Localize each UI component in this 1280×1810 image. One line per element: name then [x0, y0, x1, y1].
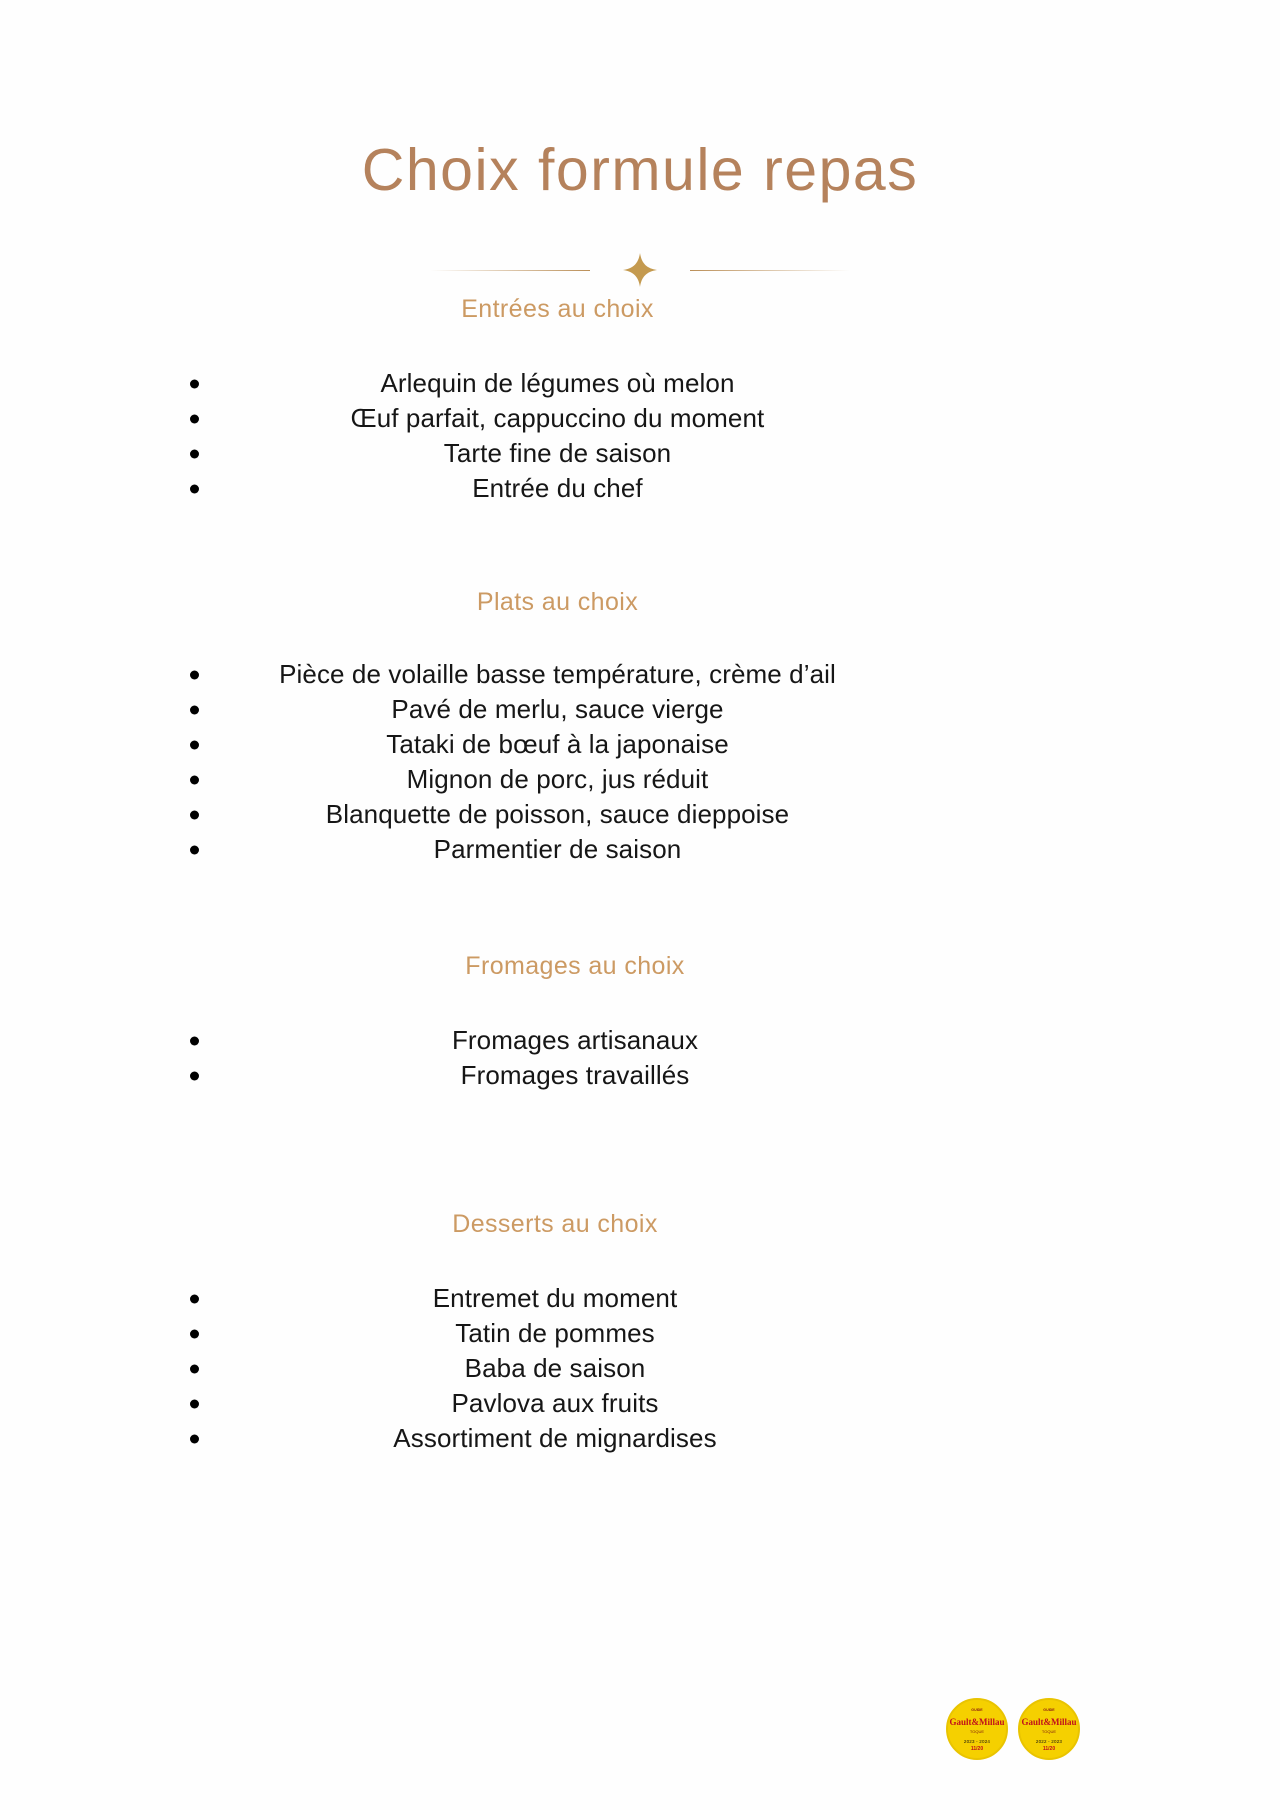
badge-score: 11/20 [970, 1746, 984, 1752]
list-item [0, 762, 1115, 797]
list-item-label: Pièce de volaille basse température, crème d’ail [279, 659, 836, 689]
list-item-label: Entremet du moment [432, 1283, 678, 1313]
bullet-icon [190, 414, 199, 423]
four-point-star-icon [623, 253, 657, 287]
list-item-label: Baba de saison [464, 1353, 646, 1383]
badge-subtitle: TOQUE [969, 1729, 985, 1734]
badge-year: 2022 - 2023 [1035, 1739, 1063, 1744]
badge-year: 2023 - 2024 [963, 1739, 991, 1744]
gault-millau-badge [946, 1698, 1008, 1760]
list-item [0, 1058, 1150, 1093]
bullet-icon [190, 379, 199, 388]
list-item [0, 692, 1115, 727]
bullet-icon [190, 845, 199, 854]
list-item [0, 436, 1115, 471]
bullet-icon [190, 1329, 199, 1338]
bullet-icon [190, 740, 199, 749]
list-item [0, 1351, 1110, 1386]
list-item-label: Tatin de pommes [455, 1318, 655, 1348]
list-item-label: Assortiment de mignardises [393, 1423, 717, 1453]
list-item-label: Pavé de merlu, sauce vierge [391, 694, 724, 724]
decorative-divider [430, 250, 850, 290]
bullet-icon [190, 1071, 199, 1080]
list-item [0, 832, 1115, 867]
list-item-label: Entrée du chef [472, 473, 643, 503]
list-item [0, 1281, 1110, 1316]
item-list-fromages [0, 1023, 1150, 1093]
list-item-label: Parmentier de saison [433, 834, 682, 864]
badge-top-text: GUIDE [971, 1708, 983, 1712]
section-entrees [0, 295, 1115, 506]
badge-top-text: GUIDE [1043, 1708, 1055, 1712]
list-item [0, 401, 1115, 436]
bullet-icon [190, 1364, 199, 1373]
list-item [0, 366, 1115, 401]
list-item [0, 1316, 1110, 1351]
bullet-icon [190, 1434, 199, 1443]
item-list-entrees [0, 366, 1115, 506]
list-item [0, 657, 1115, 692]
badge-brand: Gault&Millau [949, 1717, 1005, 1727]
list-item [0, 1386, 1110, 1421]
list-item-label: Blanquette de poisson, sauce dieppoise [325, 799, 790, 829]
list-item-label: Arlequin de légumes où melon [380, 368, 735, 398]
bullet-icon [190, 775, 199, 784]
badge-score: 11/20 [1042, 1746, 1056, 1752]
bullet-icon [190, 705, 199, 714]
section-heading-plats: Plats au choix [476, 588, 639, 616]
badge-brand: Gault&Millau [1021, 1717, 1077, 1727]
section-heading-entrees: Entrées au choix [461, 295, 654, 323]
section-heading-desserts: Desserts au choix [452, 1210, 658, 1238]
award-badges [946, 1698, 1080, 1760]
list-item [0, 727, 1115, 762]
bullet-icon [190, 1036, 199, 1045]
bullet-icon [190, 1294, 199, 1303]
badge-subtitle: TOQUE [1041, 1729, 1057, 1734]
list-item-label: Tarte fine de saison [443, 438, 672, 468]
item-list-plats [0, 657, 1115, 867]
bullet-icon [190, 810, 199, 819]
list-item-label: Mignon de porc, jus réduit [406, 764, 709, 794]
bullet-icon [190, 484, 199, 493]
list-item-label: Tataki de bœuf à la japonaise [386, 729, 729, 759]
section-plats [0, 588, 1115, 867]
section-heading-fromages: Fromages au choix [465, 952, 685, 980]
bullet-icon [190, 1399, 199, 1408]
gault-millau-badge [1018, 1698, 1080, 1760]
list-item [0, 1421, 1110, 1456]
section-desserts [0, 1210, 1110, 1456]
bullet-icon [190, 670, 199, 679]
item-list-desserts [0, 1281, 1110, 1456]
list-item [0, 1023, 1150, 1058]
page-title: Choix formule repas [361, 137, 919, 203]
list-item-label: Fromages artisanaux [451, 1025, 699, 1055]
list-item [0, 471, 1115, 506]
list-item-label: Œuf parfait, cappuccino du moment [350, 403, 765, 433]
section-fromages [0, 952, 1150, 1093]
divider-line-left [430, 270, 590, 271]
bullet-icon [190, 449, 199, 458]
list-item-label: Fromages travaillés [460, 1060, 690, 1090]
list-item-label: Pavlova aux fruits [451, 1388, 659, 1418]
list-item [0, 797, 1115, 832]
divider-line-right [690, 270, 850, 271]
